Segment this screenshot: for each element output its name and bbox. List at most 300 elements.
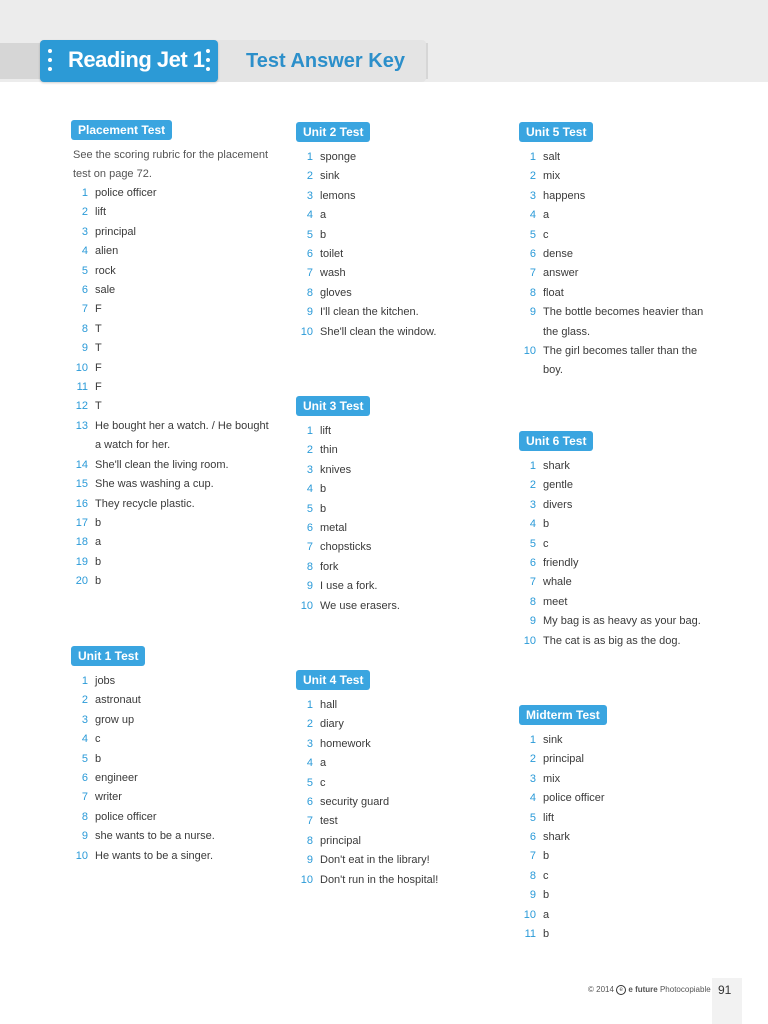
- answer-number: 8: [81, 322, 88, 335]
- answer-item: [296, 538, 496, 557]
- answer-item: [71, 750, 271, 769]
- answer-item: [519, 284, 719, 303]
- answer-number: 19: [75, 555, 88, 568]
- answer-number: 10: [75, 849, 88, 862]
- answer-text: Don't run in the hospital!: [320, 873, 439, 886]
- answer-number: 10: [523, 345, 536, 358]
- answer-text: The girl becomes taller than the boy.: [543, 345, 698, 377]
- answer-item: [519, 476, 719, 495]
- answer-number: 9: [306, 854, 313, 867]
- answer-number: 7: [306, 815, 313, 828]
- answer-number: 1: [81, 675, 88, 687]
- footer: [588, 985, 711, 995]
- answer-text: b: [95, 752, 102, 765]
- answer-item: [71, 262, 271, 281]
- answer-item: [71, 184, 271, 203]
- answer-text: I'll clean the kitchen.: [320, 306, 419, 319]
- answer-number: 2: [306, 444, 313, 457]
- answer-number: 8: [306, 834, 313, 847]
- answer-number: 6: [306, 522, 313, 535]
- answer-text: salt: [543, 151, 561, 163]
- answer-text: b: [543, 518, 550, 531]
- answer-text: b: [95, 516, 102, 529]
- answer-number: 8: [529, 869, 536, 882]
- answer-text: police officer: [95, 187, 157, 199]
- answer-list: [71, 184, 271, 592]
- answer-text: He wants to be a singer.: [95, 849, 214, 862]
- answer-item: [519, 187, 719, 206]
- answer-text: a: [320, 757, 327, 770]
- answer-text: F: [95, 361, 102, 374]
- answer-text: astronaut: [95, 694, 141, 707]
- answer-item: [71, 672, 271, 691]
- answer-item: [296, 500, 496, 519]
- answer-item: [71, 514, 271, 533]
- answer-number: 5: [81, 264, 88, 277]
- answer-text: knives: [320, 463, 352, 476]
- answer-number: 5: [306, 502, 313, 515]
- answer-number: 6: [81, 284, 88, 297]
- answer-number: 1: [529, 734, 536, 746]
- answer-number: 10: [75, 361, 88, 374]
- answer-item: [519, 632, 719, 651]
- answer-item: [519, 573, 719, 592]
- answer-number: 1: [306, 151, 313, 163]
- answer-text: engineer: [95, 772, 138, 785]
- answer-text: They recycle plastic.: [95, 497, 195, 510]
- answer-number: 9: [81, 342, 88, 355]
- answer-text: c: [320, 776, 326, 789]
- answer-number: 1: [81, 187, 88, 199]
- answer-item: [296, 715, 496, 734]
- answer-text: police officer: [95, 810, 157, 823]
- book-title-tab: [40, 40, 218, 82]
- answer-list: [71, 672, 271, 866]
- answer-item: [296, 480, 496, 499]
- answer-item: [519, 750, 719, 769]
- answer-text: chopsticks: [320, 541, 372, 554]
- brand-name: e future: [628, 985, 658, 995]
- answer-item: [71, 300, 271, 319]
- answer-item: [519, 593, 719, 612]
- answer-text: c: [95, 733, 101, 746]
- answer-text: shark: [543, 831, 570, 844]
- answer-text: divers: [543, 498, 573, 511]
- answer-text: homework: [320, 737, 371, 750]
- answer-text: The bottle becomes heavier than the glass.: [543, 306, 704, 338]
- answer-number: 4: [529, 209, 536, 222]
- answer-number: 7: [306, 267, 313, 280]
- answer-text: grow up: [95, 713, 135, 726]
- answer-text: My bag is as heavy as your bag.: [543, 615, 701, 628]
- answer-number: 2: [306, 170, 313, 183]
- answer-item: [296, 519, 496, 538]
- answer-list: [296, 422, 496, 616]
- answer-text: rock: [95, 264, 116, 277]
- answer-number: 12: [75, 400, 88, 413]
- answer-item: [296, 441, 496, 460]
- section-unit-5-test: [519, 122, 719, 381]
- answer-text: b: [543, 850, 550, 863]
- answer-text: whale: [543, 576, 572, 589]
- answer-number: 7: [81, 791, 88, 804]
- answer-text: She was washing a cup.: [95, 478, 214, 491]
- answer-list: [296, 696, 496, 890]
- answer-text: principal: [95, 225, 136, 238]
- answer-item: [296, 167, 496, 186]
- dots-decoration-right: [206, 49, 210, 76]
- answer-text: The cat is as big as the dog.: [543, 634, 681, 647]
- answer-item: [519, 148, 719, 167]
- answer-item: [519, 867, 719, 886]
- answer-item: [296, 735, 496, 754]
- photocopiable-label: Photocopiable: [659, 985, 711, 995]
- answer-number: 3: [529, 498, 536, 511]
- answer-item: [519, 731, 719, 750]
- section-unit-1-test: [71, 646, 271, 866]
- page-title: Test Answer Key: [246, 50, 405, 72]
- answer-item: [296, 774, 496, 793]
- answer-item: [71, 320, 271, 339]
- answer-number: 6: [306, 248, 313, 261]
- answer-list: [296, 148, 496, 342]
- answer-number: 4: [529, 792, 536, 805]
- answer-item: [296, 264, 496, 283]
- answer-text: toilet: [320, 248, 344, 261]
- answer-number: 3: [81, 713, 88, 726]
- answer-text: lift: [320, 425, 331, 437]
- answer-number: 2: [81, 206, 88, 219]
- page-number: 91: [718, 983, 732, 997]
- answer-text: lemons: [320, 189, 356, 202]
- answer-number: 1: [306, 425, 313, 437]
- answer-text: mix: [543, 170, 561, 183]
- answer-item: [71, 203, 271, 222]
- answer-number: 16: [75, 497, 88, 510]
- answer-text: He bought her a watch. / He bought a watch for her.: [95, 419, 269, 452]
- answer-number: 8: [529, 286, 536, 299]
- dots-decoration-left: [48, 49, 52, 76]
- answer-item: [519, 457, 719, 476]
- answer-number: 8: [529, 595, 536, 608]
- answer-item: [519, 847, 719, 866]
- section-title: Unit 5 Test: [519, 122, 593, 142]
- answer-number: 9: [529, 306, 536, 319]
- answer-number: 9: [306, 580, 313, 593]
- answer-number: 5: [529, 537, 536, 550]
- answer-number: 11: [524, 928, 536, 941]
- answer-number: 5: [529, 228, 536, 241]
- answer-number: 5: [306, 228, 313, 241]
- answer-item: [519, 828, 719, 847]
- section-title: Midterm Test: [519, 705, 607, 725]
- answer-item: [296, 871, 496, 890]
- answer-text: principal: [543, 753, 584, 766]
- answer-text: diary: [320, 718, 344, 731]
- answer-item: [296, 558, 496, 577]
- answer-item: [519, 906, 719, 925]
- answer-number: 3: [529, 189, 536, 202]
- answer-item: [296, 793, 496, 812]
- answer-text: T: [95, 322, 102, 335]
- answer-item: [71, 339, 271, 358]
- answer-item: [296, 832, 496, 851]
- answer-item: [519, 245, 719, 264]
- answer-item: [71, 242, 271, 261]
- brand-logo-icon: e: [616, 985, 626, 995]
- answer-item: [71, 397, 271, 416]
- answer-item: [71, 378, 271, 397]
- section-title: Unit 1 Test: [71, 646, 145, 666]
- answer-number: 10: [523, 634, 536, 647]
- answer-item: [296, 187, 496, 206]
- answer-text: gentle: [543, 479, 573, 492]
- section-note: See the scoring rubric for the placement test on page 72.: [73, 149, 269, 180]
- answer-item: [71, 730, 271, 749]
- answer-text: jobs: [95, 675, 116, 687]
- answer-number: 6: [529, 248, 536, 261]
- answer-text: security guard: [320, 796, 390, 809]
- answer-list: [519, 457, 719, 651]
- answer-text: sink: [543, 734, 563, 746]
- answer-item: [296, 226, 496, 245]
- answer-item: [71, 533, 271, 552]
- answer-item: [296, 754, 496, 773]
- answer-number: 4: [81, 733, 88, 746]
- answer-item: [519, 535, 719, 554]
- answer-number: 2: [529, 479, 536, 492]
- answer-item: [519, 167, 719, 186]
- answer-item: [71, 475, 271, 494]
- answer-text: sponge: [320, 151, 357, 163]
- answer-item: [71, 808, 271, 827]
- answer-text: She'll clean the window.: [320, 325, 437, 338]
- answer-number: 8: [81, 810, 88, 823]
- section-unit-3-test: [296, 396, 496, 616]
- answer-number: 4: [306, 483, 313, 496]
- answer-number: 8: [306, 286, 313, 299]
- book-title: Reading Jet 1: [68, 47, 205, 72]
- answer-number: 7: [529, 267, 536, 280]
- section-placement-test: [71, 120, 271, 592]
- answer-item: [296, 284, 496, 303]
- answer-item: [296, 206, 496, 225]
- answer-item: [296, 851, 496, 870]
- answer-text: We use erasers.: [320, 599, 400, 612]
- answer-item: [296, 245, 496, 264]
- answer-number: 9: [529, 889, 536, 902]
- answer-list: [519, 148, 719, 381]
- answer-text: b: [320, 483, 327, 496]
- answer-text: T: [95, 400, 102, 413]
- answer-number: 10: [523, 908, 536, 921]
- answer-text: c: [543, 228, 549, 241]
- answer-text: b: [543, 928, 550, 941]
- answer-item: [519, 554, 719, 573]
- section-unit-4-test: [296, 670, 496, 890]
- answer-item: [71, 827, 271, 846]
- answer-text: lift: [543, 811, 554, 824]
- answer-item: [71, 456, 271, 475]
- answer-text: float: [543, 286, 564, 299]
- answer-number: 5: [81, 752, 88, 765]
- answer-item: [296, 323, 496, 342]
- answer-number: 3: [306, 463, 313, 476]
- answer-number: 6: [306, 796, 313, 809]
- answer-text: b: [543, 889, 550, 902]
- answer-number: 1: [306, 699, 313, 711]
- answer-item: [296, 422, 496, 441]
- answer-item: [519, 264, 719, 283]
- answer-text: b: [95, 555, 102, 568]
- answer-number: 7: [529, 850, 536, 863]
- answer-text: T: [95, 342, 102, 355]
- answer-item: [296, 461, 496, 480]
- answer-text: c: [543, 537, 549, 550]
- answer-text: test: [320, 815, 338, 828]
- answer-item: [519, 886, 719, 905]
- answer-text: a: [320, 209, 327, 222]
- section-title: Unit 3 Test: [296, 396, 370, 416]
- answer-text: a: [95, 536, 102, 549]
- answer-text: metal: [320, 522, 347, 535]
- answer-number: 15: [75, 478, 88, 491]
- answer-number: 6: [529, 831, 536, 844]
- section-title: Unit 2 Test: [296, 122, 370, 142]
- answer-number: 4: [81, 245, 88, 258]
- answer-item: [71, 359, 271, 378]
- answer-text: sink: [320, 170, 340, 183]
- answer-item: [71, 769, 271, 788]
- answer-item: [519, 303, 719, 342]
- answer-item: [296, 696, 496, 715]
- answer-text: She'll clean the living room.: [95, 458, 229, 471]
- answer-number: 5: [529, 811, 536, 824]
- answer-item: [71, 223, 271, 242]
- answer-text: b: [95, 575, 102, 588]
- answer-text: sale: [95, 284, 116, 297]
- section-unit-2-test: [296, 122, 496, 342]
- answer-number: 8: [306, 560, 313, 573]
- answer-item: [296, 577, 496, 596]
- answer-item: [71, 691, 271, 710]
- answer-item: [71, 788, 271, 807]
- answer-number: 6: [529, 557, 536, 570]
- answer-text: shark: [543, 460, 570, 472]
- answer-number: 14: [75, 458, 88, 471]
- answer-item: [519, 496, 719, 515]
- answer-item: [519, 612, 719, 631]
- answer-item: [296, 812, 496, 831]
- answer-item: [71, 417, 271, 456]
- answer-item: [519, 515, 719, 534]
- answer-number: 2: [306, 718, 313, 731]
- section-unit-6-test: [519, 431, 719, 651]
- answer-number: 9: [81, 830, 88, 843]
- answer-number: 4: [306, 209, 313, 222]
- answer-item: [519, 770, 719, 789]
- answer-number: 2: [81, 694, 88, 707]
- answer-text: lift: [95, 206, 106, 219]
- answer-number: 17: [75, 516, 88, 529]
- answer-item: [519, 789, 719, 808]
- answer-text: hall: [320, 699, 338, 711]
- answer-item: [71, 281, 271, 300]
- answer-text: alien: [95, 245, 119, 258]
- section-midterm-test: [519, 705, 719, 944]
- answer-item: [71, 847, 271, 866]
- answer-number: 20: [75, 575, 88, 588]
- answer-text: wash: [320, 267, 346, 280]
- answer-number: 3: [81, 225, 88, 238]
- answer-number: 4: [306, 757, 313, 770]
- answer-number: 9: [306, 306, 313, 319]
- answer-text: a: [543, 209, 550, 222]
- answer-item: [71, 495, 271, 514]
- answer-number: 6: [81, 772, 88, 785]
- answer-number: 3: [306, 737, 313, 750]
- answer-text: writer: [95, 791, 122, 804]
- answer-text: principal: [320, 834, 361, 847]
- answer-number: 13: [75, 419, 88, 432]
- copyright-text: © 2014: [588, 985, 614, 995]
- answer-number: 9: [529, 615, 536, 628]
- answer-text: F: [95, 381, 102, 394]
- answer-item: [71, 572, 271, 591]
- answer-text: dense: [543, 248, 573, 261]
- answer-text: b: [320, 502, 327, 515]
- answer-item: [519, 226, 719, 245]
- answer-number: 3: [306, 189, 313, 202]
- section-title: Unit 6 Test: [519, 431, 593, 451]
- answer-number: 7: [306, 541, 313, 554]
- section-title: Placement Test: [71, 120, 172, 140]
- answer-item: [519, 342, 719, 381]
- answer-text: she wants to be a nurse.: [95, 830, 215, 843]
- answer-item: [296, 303, 496, 322]
- answer-item: [71, 553, 271, 572]
- answer-item: [519, 925, 719, 944]
- answer-text: police officer: [543, 792, 605, 805]
- answer-number: 7: [81, 303, 88, 316]
- answer-number: 5: [306, 776, 313, 789]
- answer-text: gloves: [320, 286, 352, 299]
- answer-list: [519, 731, 719, 944]
- answer-item: [296, 597, 496, 616]
- answer-text: answer: [543, 267, 579, 280]
- answer-number: 7: [529, 576, 536, 589]
- answer-text: F: [95, 303, 102, 316]
- section-title: Unit 4 Test: [296, 670, 370, 690]
- answer-number: 10: [300, 873, 313, 886]
- answer-number: 3: [529, 772, 536, 785]
- answer-text: a: [543, 908, 550, 921]
- answer-text: c: [543, 869, 549, 882]
- answer-number: 10: [300, 325, 313, 338]
- answer-number: 11: [76, 381, 88, 394]
- answer-item: [71, 711, 271, 730]
- answer-item: [296, 148, 496, 167]
- answer-number: 2: [529, 170, 536, 183]
- answer-text: mix: [543, 772, 561, 785]
- answer-item: [519, 206, 719, 225]
- answer-text: b: [320, 228, 327, 241]
- answer-number: 1: [529, 460, 536, 472]
- answer-number: 2: [529, 753, 536, 766]
- answer-item: [519, 809, 719, 828]
- answer-number: 4: [529, 518, 536, 531]
- answer-number: 10: [300, 599, 313, 612]
